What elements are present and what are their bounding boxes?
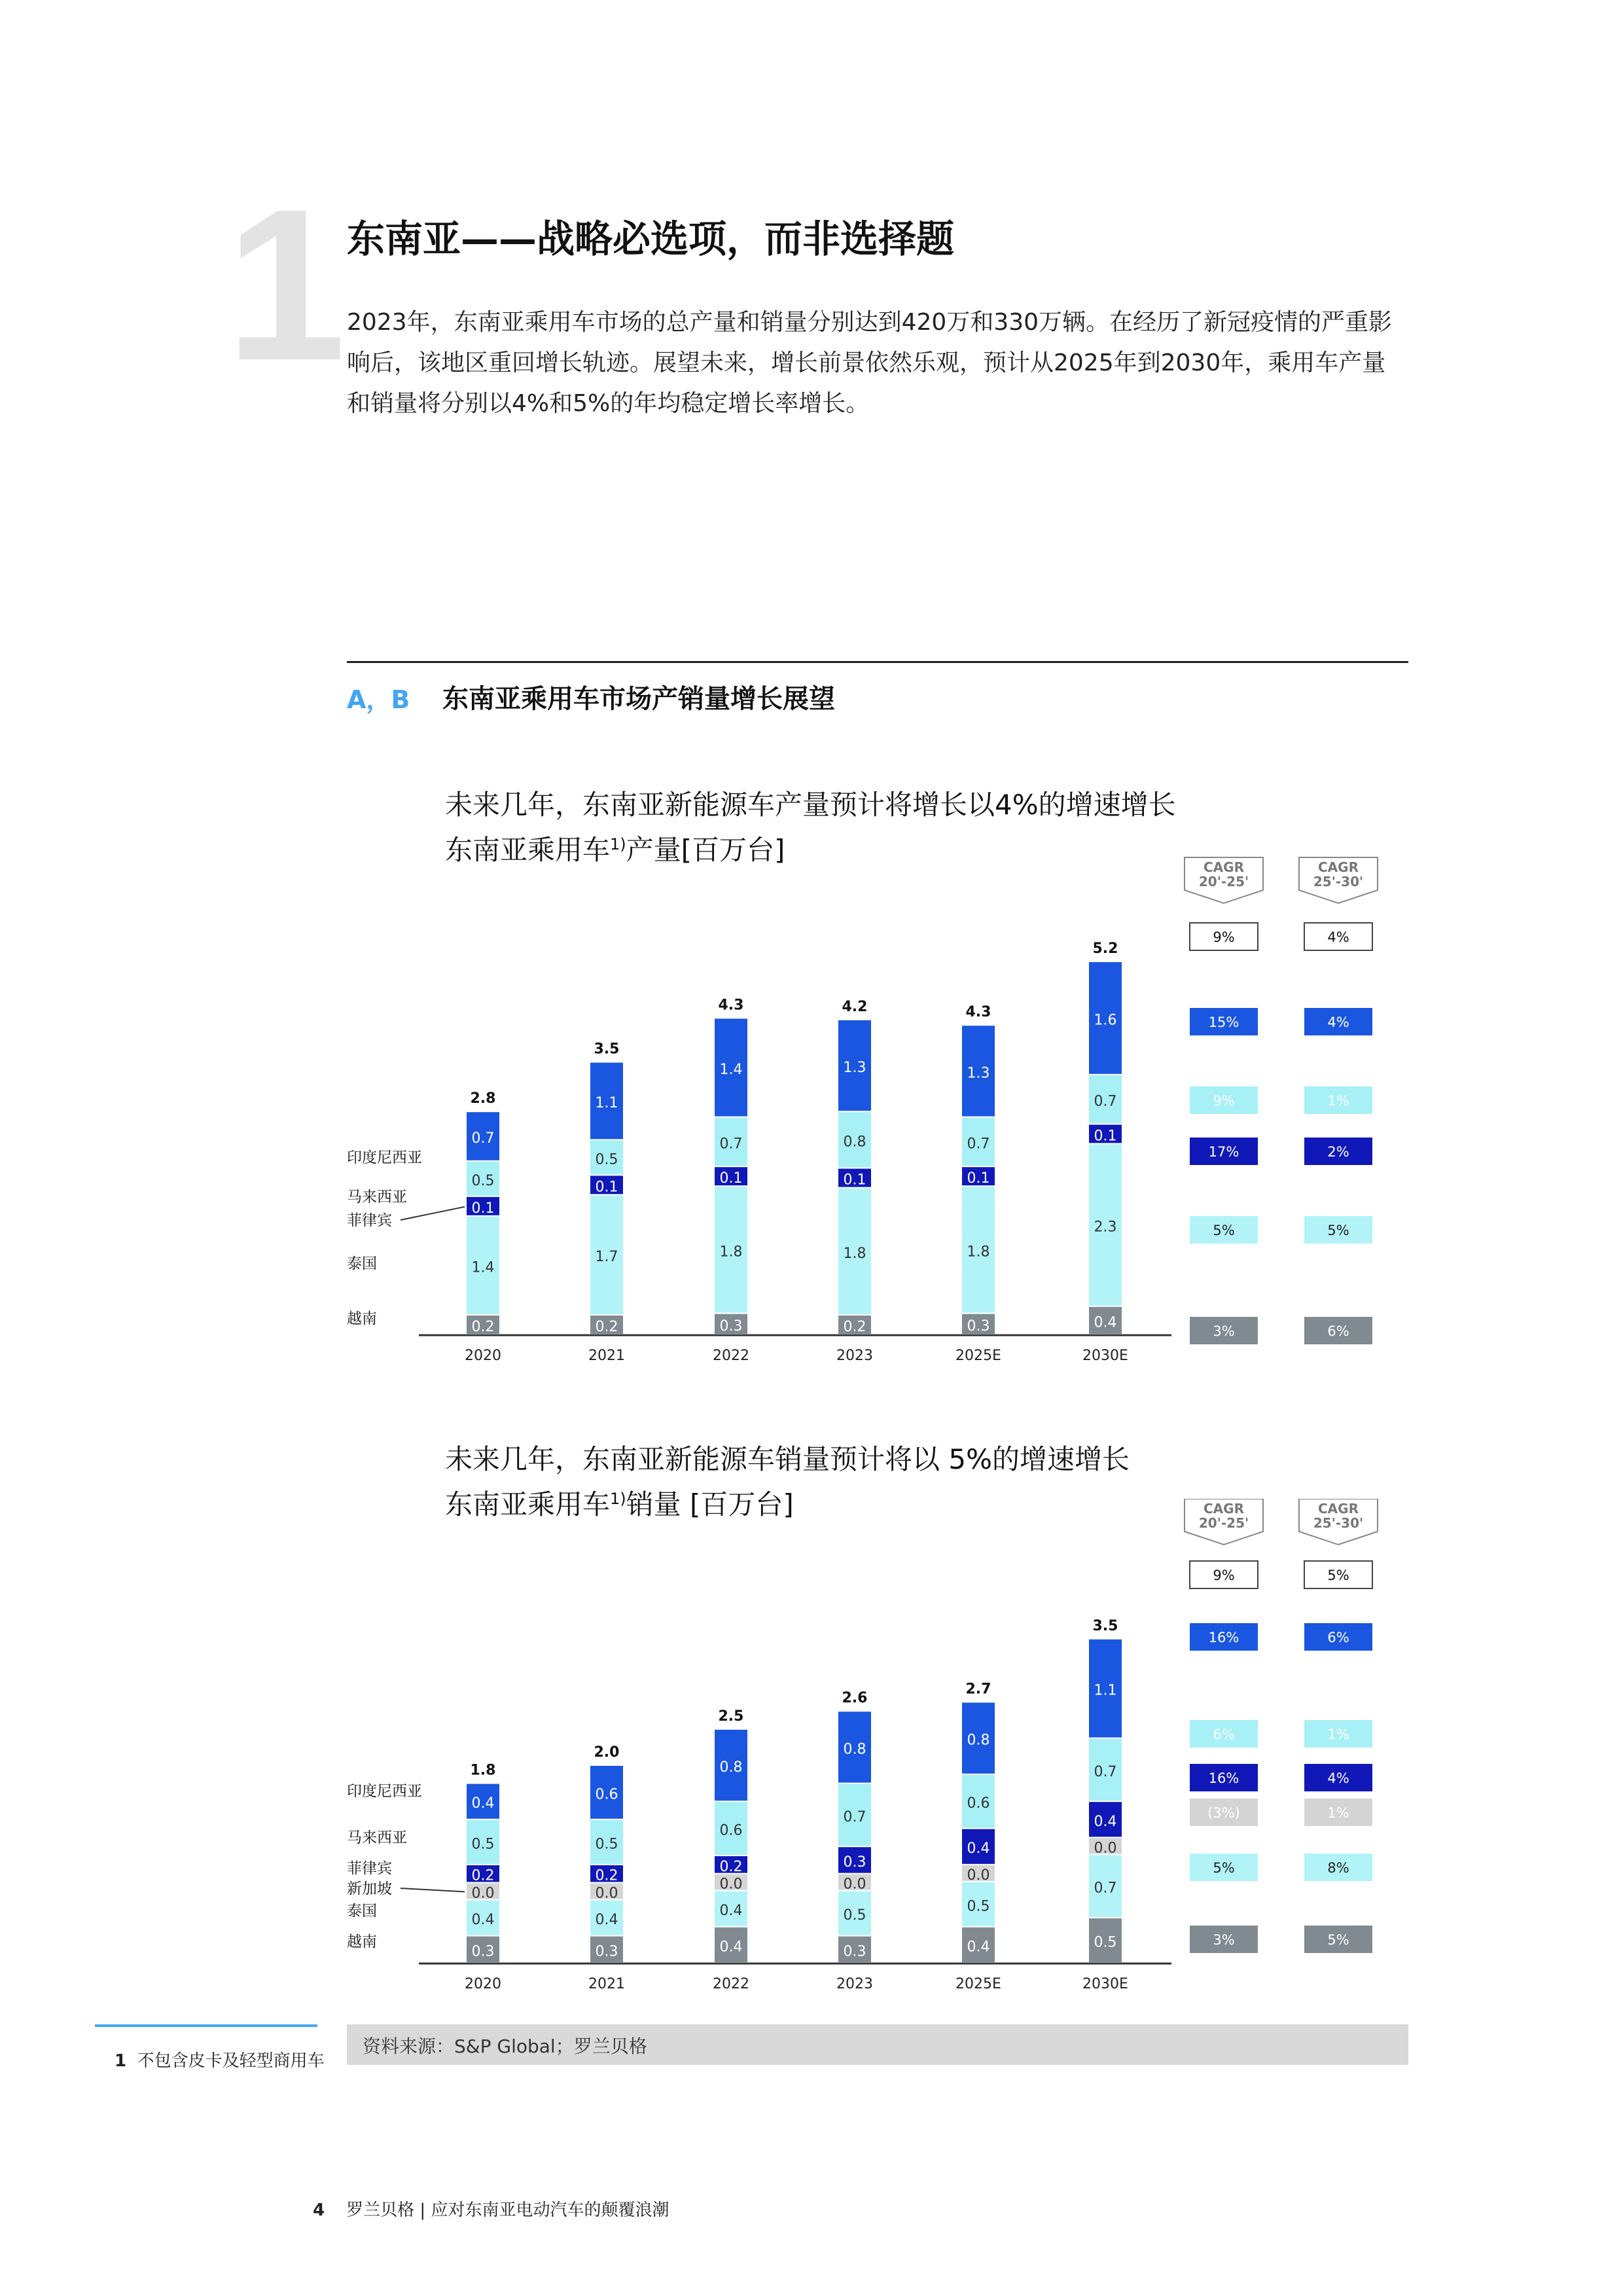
cagr-total-value: 5% <box>1327 1568 1349 1583</box>
cagr-value-philippines: 17% <box>1208 1144 1240 1160</box>
section-number: 1 <box>226 164 346 405</box>
tick-label: 2020 <box>465 1976 501 1992</box>
data-label: 0.4 <box>1094 1813 1117 1830</box>
data-label: 0.3 <box>843 1943 866 1960</box>
cagr-value-thailand: 8% <box>1327 1860 1349 1876</box>
data-label: 0.0 <box>967 1867 990 1884</box>
data-label: 0.5 <box>843 1907 866 1924</box>
data-label: 0.6 <box>719 1822 743 1839</box>
data-label: 0.1 <box>843 1172 866 1189</box>
data-label: 1.3 <box>843 1060 866 1076</box>
cagr-value-malaysia: 6% <box>1213 1727 1235 1742</box>
cagr-value-philippines: 2% <box>1327 1144 1349 1160</box>
total-label: 2.7 <box>965 1681 991 1698</box>
data-label: 0.7 <box>967 1136 990 1153</box>
total-label: 1.8 <box>470 1762 496 1779</box>
cagr-value-indonesia: 4% <box>1327 1014 1349 1030</box>
chart1-title-line1: 未来几年，东南亚新能源车产量预计将增长以4%的增速增长 <box>445 789 1176 821</box>
chart2-title-line1: 未来几年，东南亚新能源车销量预计将以 5%的增速增长 <box>445 1443 1130 1475</box>
data-label: 0.4 <box>471 1912 495 1928</box>
data-label: 0.1 <box>719 1170 743 1187</box>
source-text: 资料来源：S&P Global；罗兰贝格 <box>363 2036 647 2057</box>
cagr-value-vietnam: 3% <box>1213 1323 1235 1339</box>
data-label: 0.4 <box>719 1903 743 1920</box>
cagr-value-indonesia: 6% <box>1327 1630 1349 1645</box>
chart1-title-sup: 1) <box>610 835 626 853</box>
cagr-value-indonesia: 15% <box>1208 1014 1240 1030</box>
tick-label: 2025E <box>955 1348 1001 1364</box>
data-label: 0.2 <box>719 1858 743 1875</box>
footnote <box>115 2047 325 2072</box>
data-label: 0.7 <box>843 1808 866 1825</box>
total-label: 4.3 <box>965 1004 991 1021</box>
legend-label-indonesia: 印度尼西亚 <box>347 1783 422 1800</box>
legend-label-thailand: 泰国 <box>347 1903 377 1920</box>
chart2-title-main: 东南亚乘用车 <box>445 1488 611 1520</box>
data-label: 0.6 <box>595 1786 618 1803</box>
data-label: 0.4 <box>967 1939 990 1956</box>
chart2-title-sup: 1) <box>610 1490 626 1508</box>
section-label: A，B <box>347 685 410 714</box>
data-label: 0.7 <box>719 1136 743 1153</box>
cagr-header-line1: CAGR <box>1318 859 1359 875</box>
data-label: 0.7 <box>1094 1093 1117 1110</box>
intro-paragraph: 2023年，东南亚乘用车市场的总产量和销量分别达到420万和330万辆。在经历了新冠疫情的严重影响后，该地区重回增长轨迹。展望未来，增长前景依然乐观，预计从2025年到2030年，乘用车产量和销量将分别以4%和5%的年均稳定增长率增长。 <box>347 309 1393 417</box>
cagr-header-line1: CAGR <box>1204 1501 1244 1516</box>
page-title: 东南亚——战略必选项，而非选择题 <box>347 217 955 261</box>
data-label: 1.8 <box>967 1244 990 1261</box>
tick-label: 2021 <box>588 1348 625 1364</box>
data-label: 0.7 <box>1094 1763 1117 1780</box>
data-label: 0.5 <box>1094 1934 1117 1951</box>
data-label: 0.8 <box>967 1732 990 1749</box>
tick-label: 2030E <box>1082 1348 1128 1364</box>
data-label: 0.0 <box>595 1885 618 1902</box>
cagr-header-line2: 25'-30' <box>1313 1515 1364 1531</box>
leader-line-philippines <box>401 1207 465 1220</box>
data-label: 0.2 <box>843 1319 866 1335</box>
cagr-value-singapore: 1% <box>1327 1805 1349 1821</box>
total-label: 2.8 <box>470 1090 496 1107</box>
data-label: 2.3 <box>1094 1219 1117 1236</box>
legend-label-thailand: 泰国 <box>347 1255 377 1272</box>
legend-label-singapore: 新加坡 <box>347 1880 392 1897</box>
cagr-value-malaysia: 1% <box>1327 1727 1349 1742</box>
data-label: 1.7 <box>595 1249 618 1266</box>
section-divider <box>347 661 1408 663</box>
total-label: 5.2 <box>1092 941 1118 957</box>
data-label: 0.3 <box>471 1943 495 1960</box>
data-label: 0.0 <box>719 1876 743 1893</box>
cagr-value-thailand: 5% <box>1213 1860 1235 1876</box>
data-label: 1.6 <box>1094 1012 1117 1029</box>
legend-label-vietnam: 越南 <box>347 1933 377 1950</box>
total-label: 2.6 <box>842 1690 868 1707</box>
data-label: 0.4 <box>967 1840 990 1857</box>
sales-chart <box>0 1499 1623 2016</box>
legend-label-indonesia: 印度尼西亚 <box>347 1149 422 1166</box>
data-label: 0.4 <box>1094 1314 1117 1331</box>
tick-label: 2023 <box>836 1348 873 1364</box>
leader-line-singapore <box>401 1888 465 1892</box>
cagr-total-value: 9% <box>1213 929 1235 945</box>
data-label: 0.7 <box>471 1130 495 1147</box>
page-number: 4 <box>313 2200 325 2220</box>
legend-label-philippines: 菲律宾 <box>347 1212 392 1229</box>
tick-label: 2020 <box>465 1348 501 1364</box>
data-label: 0.5 <box>967 1898 990 1915</box>
data-label: 0.3 <box>719 1318 743 1335</box>
cagr-value-singapore: (3%) <box>1207 1805 1240 1821</box>
cagr-header-line1: CAGR <box>1318 1501 1359 1516</box>
cagr-total-value: 4% <box>1327 929 1349 945</box>
data-label: 1.1 <box>595 1095 618 1111</box>
data-label: 0.8 <box>719 1759 743 1776</box>
data-label: 0.2 <box>471 1867 495 1884</box>
data-label: 1.8 <box>843 1245 866 1262</box>
total-label: 4.2 <box>842 998 868 1015</box>
tick-label: 2022 <box>713 1976 749 1992</box>
data-label: 0.0 <box>843 1876 866 1893</box>
tick-label: 2022 <box>713 1348 749 1364</box>
data-label: 0.4 <box>471 1795 495 1812</box>
data-label: 0.4 <box>719 1939 743 1956</box>
footnote-text: 不包含皮卡及轻型商用车 <box>137 2051 325 2071</box>
total-label: 2.0 <box>594 1744 620 1761</box>
cagr-value-malaysia: 1% <box>1327 1093 1349 1109</box>
tick-label: 2023 <box>836 1976 873 1992</box>
legend-label-vietnam: 越南 <box>347 1310 377 1327</box>
data-label: 0.5 <box>595 1151 618 1168</box>
footnote-number: 1 <box>115 2051 127 2071</box>
cagr-value-indonesia: 16% <box>1208 1630 1240 1645</box>
cagr-header-line1: CAGR <box>1204 859 1244 875</box>
data-label: 0.6 <box>967 1795 990 1812</box>
tick-label: 2025E <box>955 1976 1001 1992</box>
data-label: 1.8 <box>719 1244 743 1261</box>
footnote-divider <box>95 2024 317 2027</box>
chart1-title-end: 产量[百万台] <box>626 834 785 866</box>
data-label: 0.1 <box>967 1170 990 1187</box>
data-label: 0.1 <box>595 1179 618 1196</box>
tick-label: 2030E <box>1082 1976 1128 1992</box>
cagr-value-vietnam: 5% <box>1327 1932 1349 1948</box>
tick-label: 2021 <box>588 1976 625 1992</box>
chart1-title-main: 东南亚乘用车 <box>445 834 611 866</box>
cagr-header-line2: 25'-30' <box>1313 874 1364 889</box>
data-label: 0.5 <box>471 1836 495 1853</box>
total-label: 3.5 <box>594 1041 620 1058</box>
data-label: 0.3 <box>843 1854 866 1871</box>
cagr-value-philippines: 16% <box>1208 1770 1240 1786</box>
data-label: 0.5 <box>595 1836 618 1853</box>
data-label: 1.4 <box>719 1062 743 1078</box>
data-label: 1.3 <box>967 1065 990 1082</box>
total-label: 2.5 <box>718 1708 744 1725</box>
data-label: 0.3 <box>967 1318 990 1335</box>
data-label: 0.1 <box>1094 1128 1117 1145</box>
data-label: 0.1 <box>471 1200 495 1217</box>
cagr-total-value: 9% <box>1213 1568 1235 1583</box>
cagr-value-vietnam: 3% <box>1213 1932 1235 1948</box>
cagr-value-malaysia: 9% <box>1213 1093 1235 1109</box>
section-title: 东南亚乘用车市场产销量增长展望 <box>442 684 835 714</box>
data-label: 0.5 <box>471 1172 495 1189</box>
data-label: 0.2 <box>595 1319 618 1335</box>
data-label: 0.4 <box>595 1912 618 1928</box>
production-chart <box>0 844 1623 1388</box>
chart2-title-end: 销量 [百万台] <box>626 1488 794 1520</box>
legend-label-malaysia: 马来西亚 <box>347 1189 407 1206</box>
data-label: 0.2 <box>471 1319 495 1335</box>
data-label: 0.7 <box>1094 1880 1117 1897</box>
page-footer <box>313 2197 669 2221</box>
legend-label-malaysia: 马来西亚 <box>347 1829 407 1846</box>
cagr-value-thailand: 5% <box>1327 1223 1349 1238</box>
data-label: 0.8 <box>843 1741 866 1758</box>
source-bar <box>347 2024 1408 2065</box>
cagr-value-vietnam: 6% <box>1327 1323 1349 1339</box>
data-label: 0.0 <box>1094 1840 1117 1857</box>
data-label: 0.0 <box>471 1885 495 1902</box>
data-label: 0.3 <box>595 1943 618 1960</box>
data-label: 1.1 <box>1094 1682 1117 1699</box>
cagr-header-line2: 20'-25' <box>1198 1515 1249 1531</box>
data-label: 1.4 <box>471 1259 495 1276</box>
total-label: 3.5 <box>1092 1617 1118 1634</box>
data-label: 0.2 <box>595 1867 618 1884</box>
cagr-value-thailand: 5% <box>1213 1223 1235 1238</box>
cagr-header-line2: 20'-25' <box>1198 874 1249 889</box>
cagr-value-philippines: 4% <box>1327 1770 1349 1786</box>
data-label: 0.8 <box>843 1134 866 1151</box>
legend-label-philippines: 菲律宾 <box>347 1860 392 1877</box>
total-label: 4.3 <box>718 997 744 1014</box>
footer-text: 罗兰贝格 | 应对东南亚电动汽车的颠覆浪潮 <box>346 2200 669 2220</box>
